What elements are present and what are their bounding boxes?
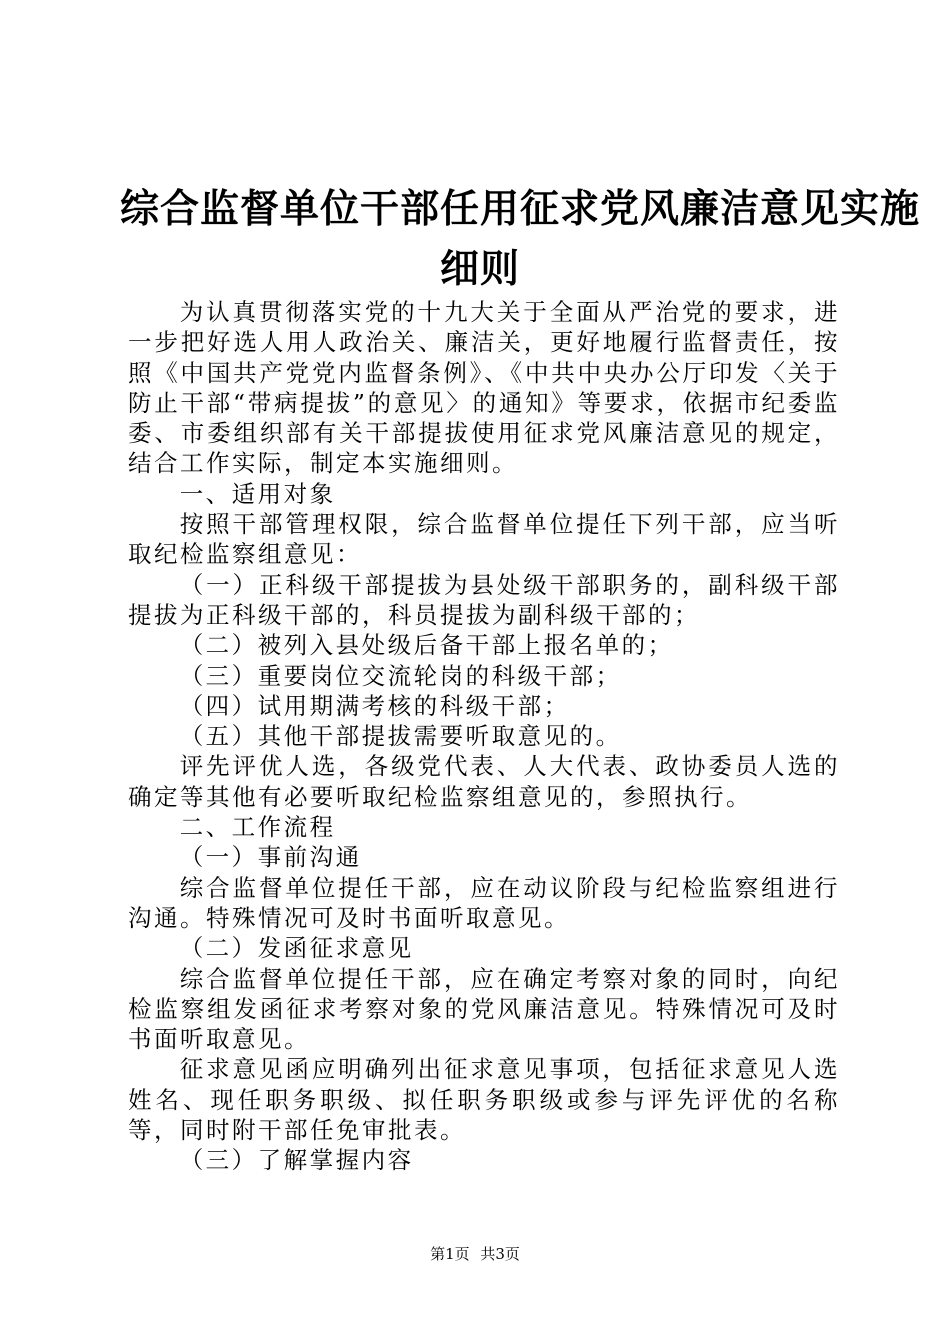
document-title-line-1: 综合监督单位干部任用征求党风廉洁意见实施 (120, 187, 921, 232)
page-number: 第1页 (430, 1245, 470, 1263)
subsection-heading: （三）了解掌握内容 (179, 1146, 414, 1175)
list-item: （一）正科级干部提拔为县处级干部职务的，副科级干部提拔为正科级干部的，科员提拔为副科级干部的； (128, 570, 840, 629)
subsection-heading: （二）发函征求意见 (179, 934, 414, 963)
list-item: （二）被列入县处级后备干部上报名单的； (179, 631, 674, 660)
paragraph: 按照干部管理权限，综合监督单位提任下列干部，应当听取纪检监察组意见： (128, 510, 840, 569)
paragraph-intro: 为认真贯彻落实党的十九大关于全面从严治党的要求，进一步把好选人用人政治关、廉洁关，更好地履行监督责任，按照《中国共产党党内监督条例》、《中共中央办公厅印发〈关于防止干部“带病提拔”的意见〉的通知》等要求，依据市纪委监委、市委组织部有关干部提拔使用征求党风廉洁意见的规定，结合工作实际，制定本实施细则。 (128, 298, 840, 478)
section-heading-1: 一、适用对象 (179, 479, 336, 508)
page-total: 共3页 (480, 1245, 520, 1263)
document-body (128, 297, 840, 1176)
document-title-line-2: 细则 (439, 247, 520, 292)
paragraph: 综合监督单位提任干部，应在确定考察对象的同时，向纪检监察组发函征求考察对象的党风廉洁意见。特殊情况可及时书面听取意见。 (128, 964, 840, 1054)
paragraph: 征求意见函应明确列出征求意见事项，包括征求意见人选姓名、现任职务职级、拟任职务职级或参与评先评优的名称等，同时附干部任免审批表。 (128, 1055, 840, 1145)
paragraph: 综合监督单位提任干部，应在动议阶段与纪检监察组进行沟通。特殊情况可及时书面听取意见。 (128, 873, 840, 932)
section-heading-2: 二、工作流程 (179, 813, 336, 842)
paragraph: 评先评优人选，各级党代表、人大代表、政协委员人选的确定等其他有必要听取纪检监察组意见的，参照执行。 (128, 752, 840, 811)
list-item: （五）其他干部提拔需要听取意见的。 (179, 722, 622, 751)
list-item: （三）重要岗位交流轮岗的科级干部； (179, 661, 622, 690)
page-footer (0, 1244, 950, 1264)
list-item: （四）试用期满考核的科级干部； (179, 691, 570, 720)
subsection-heading: （一）事前沟通 (179, 843, 362, 872)
